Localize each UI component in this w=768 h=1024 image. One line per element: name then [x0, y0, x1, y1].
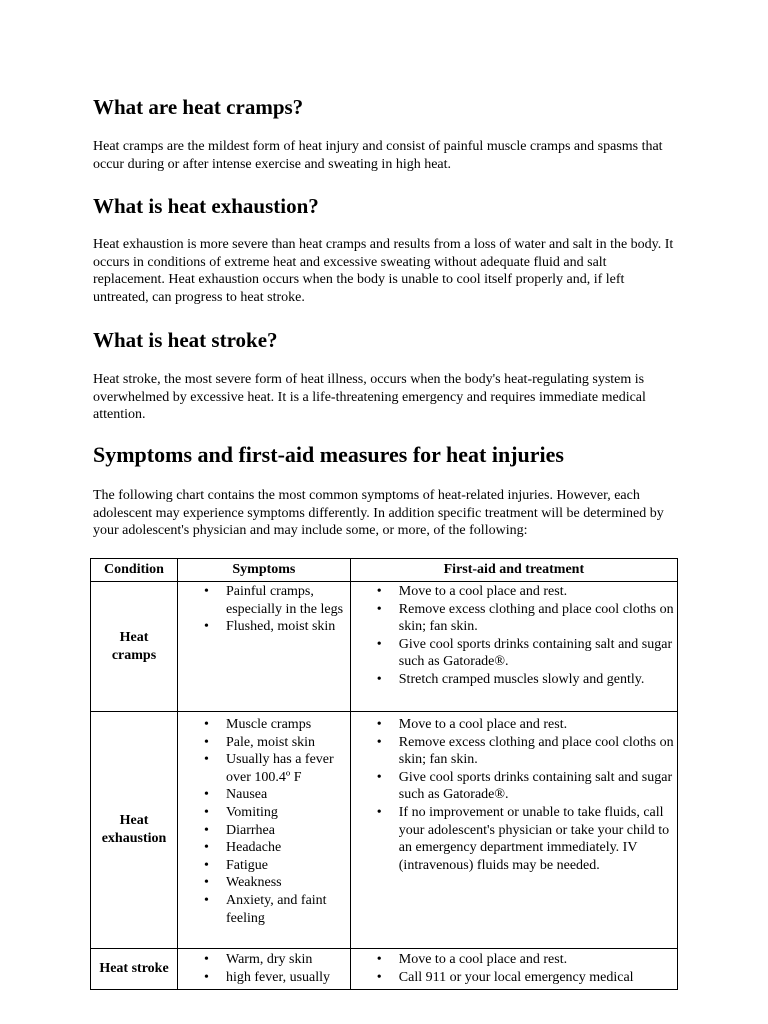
- list-item: • Move to a cool place and rest.: [399, 716, 675, 734]
- list-item: • Warm, dry skin: [226, 951, 348, 969]
- condition-cell: Heat exhaustion: [91, 712, 178, 949]
- list-item: • Flushed, moist skin: [226, 618, 348, 636]
- list-item: • Remove excess clothing and place cool cloths on skin; fan skin.: [399, 734, 675, 769]
- table-row: [91, 949, 678, 990]
- heat-injury-table: [90, 558, 678, 990]
- list-item: • Fatigue: [226, 857, 348, 875]
- table-header-row: [91, 559, 678, 582]
- list-item: • Vomiting: [226, 804, 348, 822]
- list-item: • Move to a cool place and rest.: [399, 583, 675, 601]
- treatment-cell: [350, 712, 677, 949]
- heading-symptoms-first-aid: Symptoms and first-aid measures for heat injuries: [93, 442, 564, 467]
- table-row: [91, 712, 678, 949]
- symptoms-list: [178, 951, 350, 986]
- list-item: • Headache: [226, 839, 348, 857]
- treatment-list: [351, 716, 677, 874]
- list-item: • Painful cramps, especially in the legs: [226, 583, 348, 618]
- list-item: • Muscle cramps: [226, 716, 348, 734]
- list-item: • Give cool sports drinks containing salt and sugar such as Gatorade®.: [399, 636, 675, 671]
- list-item: • Remove excess clothing and place cool cloths on skin; fan skin.: [399, 601, 675, 636]
- list-item: • Pale, moist skin: [226, 734, 348, 752]
- condition-cell: Heat stroke: [91, 949, 178, 990]
- list-item: • Move to a cool place and rest.: [399, 951, 675, 969]
- heading-heat-cramps: What are heat cramps?: [93, 95, 304, 119]
- header-first-aid: First-aid and treatment: [350, 559, 677, 582]
- list-item: • If no improvement or unable to take fluids, call your adolescent's physician or take your child to an emergency department immediately. IV (intravenous) fluids may be needed.: [399, 804, 675, 874]
- condition-cell: Heat cramps: [91, 582, 178, 712]
- treatment-cell: [350, 949, 677, 990]
- symptoms-list: [178, 716, 350, 927]
- heading-heat-stroke: What is heat stroke?: [93, 328, 278, 352]
- list-item: • Diarrhea: [226, 822, 348, 840]
- list-item: • Give cool sports drinks containing salt and sugar such as Gatorade®.: [399, 769, 675, 804]
- symptoms-cell: [178, 582, 351, 712]
- heading-heat-exhaustion: What is heat exhaustion?: [93, 194, 319, 218]
- list-item: • Weakness: [226, 874, 348, 892]
- paragraph-heat-cramps: Heat cramps are the mildest form of heat injury and consist of painful muscle cramps and spasms that occur during or after intense exercise and sweating in high heat.: [93, 139, 663, 172]
- symptoms-cell: [178, 949, 351, 990]
- treatment-cell: [350, 582, 677, 712]
- list-item: • high fever, usually: [226, 969, 348, 987]
- header-symptoms: Symptoms: [178, 559, 351, 582]
- list-item: • Usually has a fever over 100.4º F: [226, 751, 348, 786]
- treatment-list: [351, 951, 677, 986]
- paragraph-heat-exhaustion: Heat exhaustion is more severe than heat cramps and results from a loss of water and salt in the body. It occurs in conditions of extreme heat and excessive sweating without adequate fluid and salt replacement. Heat exhaustion occurs when the body is unable to cool itself properly and, if left untreated, can progress to heat stroke.: [93, 237, 674, 305]
- list-item: • Stretch cramped muscles slowly and gently.: [399, 671, 675, 689]
- header-condition: Condition: [91, 559, 178, 582]
- paragraph-chart-intro: The following chart contains the most common symptoms of heat-related injuries. However, each adolescent may experience symptoms differently. In addition specific treatment will be determined by your adolescent's physician and may include some, or more, of the following:: [93, 488, 664, 539]
- paragraph-heat-stroke: Heat stroke, the most severe form of heat illness, occurs when the body's heat-regulating system is overwhelmed by excessive heat. It is a life-threatening emergency and requires immediate medical attention.: [93, 372, 646, 423]
- symptoms-list: [178, 583, 350, 636]
- table-row: [91, 582, 678, 712]
- treatment-list: [351, 583, 677, 689]
- list-item: • Call 911 or your local emergency medical: [399, 969, 675, 987]
- symptoms-cell: [178, 712, 351, 949]
- list-item: • Anxiety, and faint feeling: [226, 892, 348, 927]
- list-item: • Nausea: [226, 786, 348, 804]
